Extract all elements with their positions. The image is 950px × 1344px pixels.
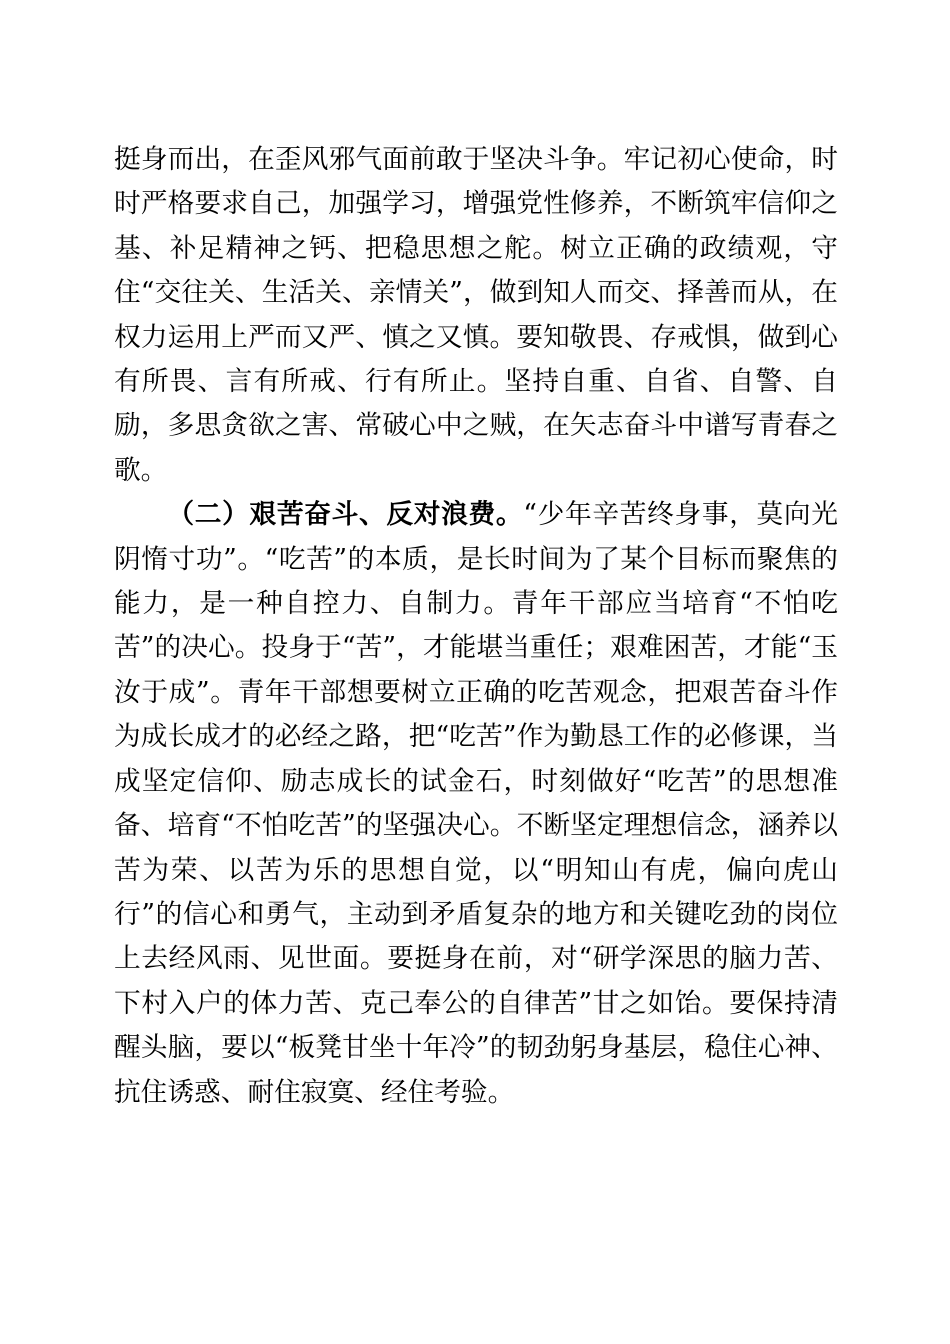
paragraph-section-two [114,493,838,1115]
paragraph-section-two-text: “少年辛苦终身事，莫向光阴惰寸功”。“吃苦”的本质，是长时间为了某个目标而聚焦的能力，是一种自控力、自制力。青年干部应当培育“不怕吃苦”的决心。投身于“苦”，才能堪当重任；艰难困苦，才能“玉汝于成”。青年干部想要树立正确的吃苦观念，把艰苦奋斗作为成长成才的必经之路，把“吃苦”作为勤恳工作的必修课，当成坚定信仰、励志成长的试金石，时刻做好“吃苦”的思想准备、培育“不怕吃苦”的坚强决心。不断坚定理想信念，涵养以苦为荣、以苦为乐的思想自觉，以“明知山有虎，偏向虎山行”的信心和勇气，主动到矛盾复杂的地方和关键吃劲的岗位上去经风雨、见世面。要挺身在前，对“研学深思的脑力苦、下村入户的体力苦、克己奉公的自律苦”甘之如饴。要保持清醒头脑，要以“板凳甘坐十年冷”的韧劲躬身基层，稳住心神、抗住诱惑、耐住寂寞、经住考验。 [114,499,838,1108]
section-two-heading: （二）艰苦奋斗、反对浪费。 [167,499,524,531]
paragraph-continuation [114,138,838,493]
paragraph-continuation-text: 挺身而出，在歪风邪气面前敢于坚决斗争。牢记初心使命，时时严格要求自己，加强学习，增强党性修养，不断筑牢信仰之基、补足精神之钙、把稳思想之舵。树立正确的政绩观，守住“交往关、生活关、亲情关”，做到知人而交、择善而从，在权力运用上严而又严、慎之又慎。要知敬畏、存戒惧，做到心有所畏、言有所戒、行有所止。坚持自重、自省、自警、自励，多思贪欲之害、常破心中之贼，在矢志奋斗中谱写青春之歌。 [114,144,838,486]
document-body [114,138,838,1115]
